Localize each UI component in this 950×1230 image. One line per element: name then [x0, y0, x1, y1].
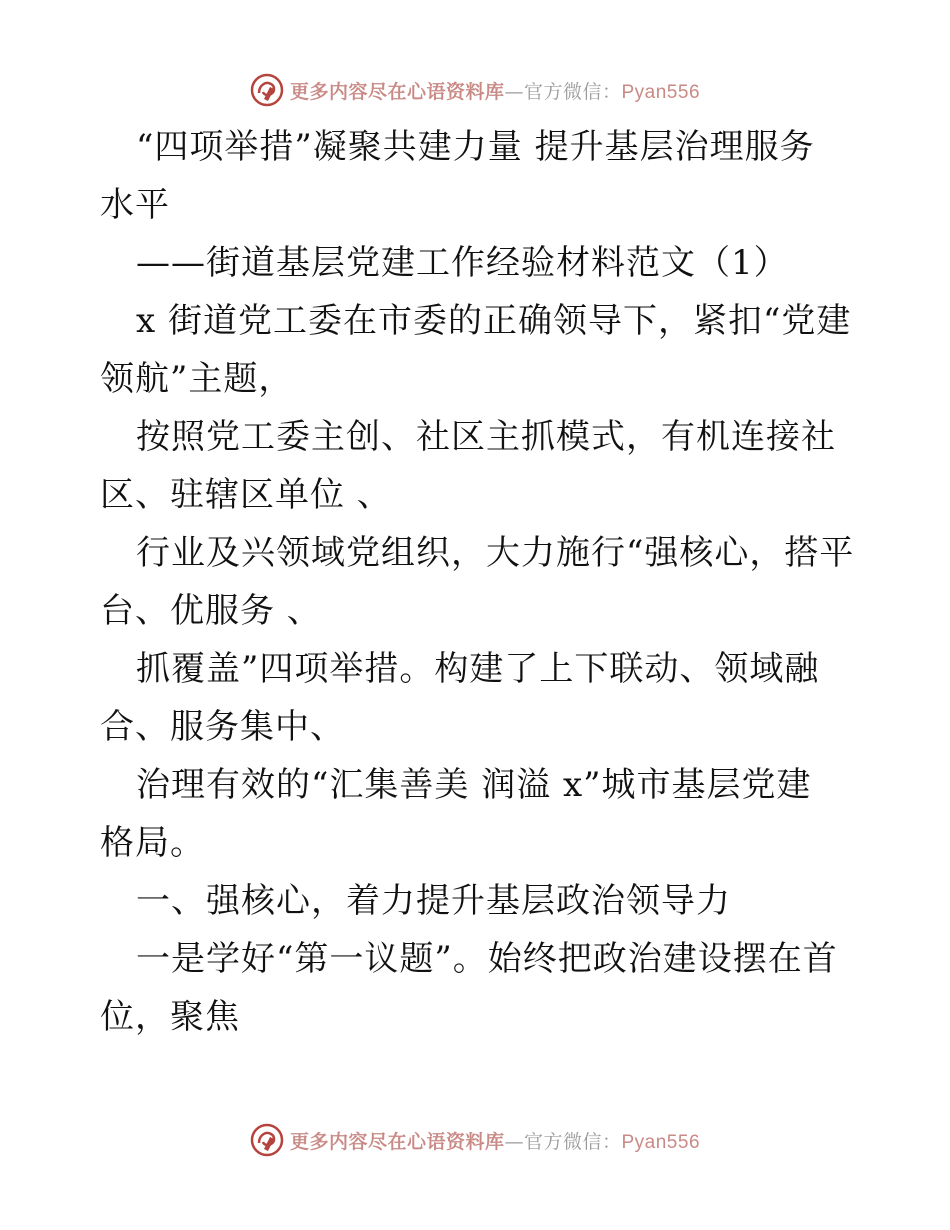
- banner-text: [290, 77, 700, 104]
- doc-line: 水平: [100, 185, 170, 225]
- doc-line: 格局。: [100, 823, 205, 863]
- banner-text: [290, 1127, 700, 1154]
- doc-line: 抓覆盖”四项举措。构建了上下联动、领域融: [136, 649, 820, 689]
- doc-line: “四项举措”凝聚共建力量 提升基层治理服务: [136, 127, 815, 167]
- doc-line: 台、优服务 、: [100, 591, 322, 631]
- document-body: [100, 118, 860, 1046]
- brain-logo-icon: [250, 1123, 284, 1157]
- header-banner: [0, 70, 950, 110]
- banner-dash: —: [504, 1130, 524, 1153]
- doc-line: 行业及兴领域党组织，大力施行“强核心，搭平: [136, 533, 855, 573]
- banner-brand: 更多内容尽在心语资料库: [289, 1130, 505, 1153]
- banner-wechat-id: Pyan556: [621, 81, 701, 103]
- banner-dash: —: [504, 80, 524, 103]
- doc-line: 按照党工委主创、社区主抓模式，有机连接社: [136, 417, 836, 457]
- banner-wechat-label: 官方微信：: [523, 1130, 622, 1153]
- brain-logo-icon: [250, 73, 284, 107]
- doc-line: 一是学好“第一议题”。始终把政治建设摆在首: [136, 939, 838, 979]
- footer-banner: [0, 1120, 950, 1160]
- doc-line: 区、驻辖区单位 、: [100, 475, 392, 515]
- banner-brand: 更多内容尽在心语资料库: [289, 80, 505, 103]
- banner-wechat-id: Pyan556: [621, 1131, 701, 1153]
- doc-line: 合、服务集中、: [100, 707, 345, 747]
- doc-line: 领航”主题，: [100, 359, 294, 399]
- banner-wechat-label: 官方微信：: [523, 80, 622, 103]
- doc-line: 治理有效的“汇集善美 润溢 x”城市基层党建: [136, 765, 812, 805]
- doc-line: x 街道党工委在市委的正确领导下，紧扣“党建: [136, 301, 852, 341]
- section-heading: 一、强核心，着力提升基层政治领导力: [136, 881, 731, 921]
- doc-line: 位，聚焦: [100, 997, 240, 1037]
- doc-line: ——街道基层党建工作经验材料范文（1）: [136, 243, 789, 283]
